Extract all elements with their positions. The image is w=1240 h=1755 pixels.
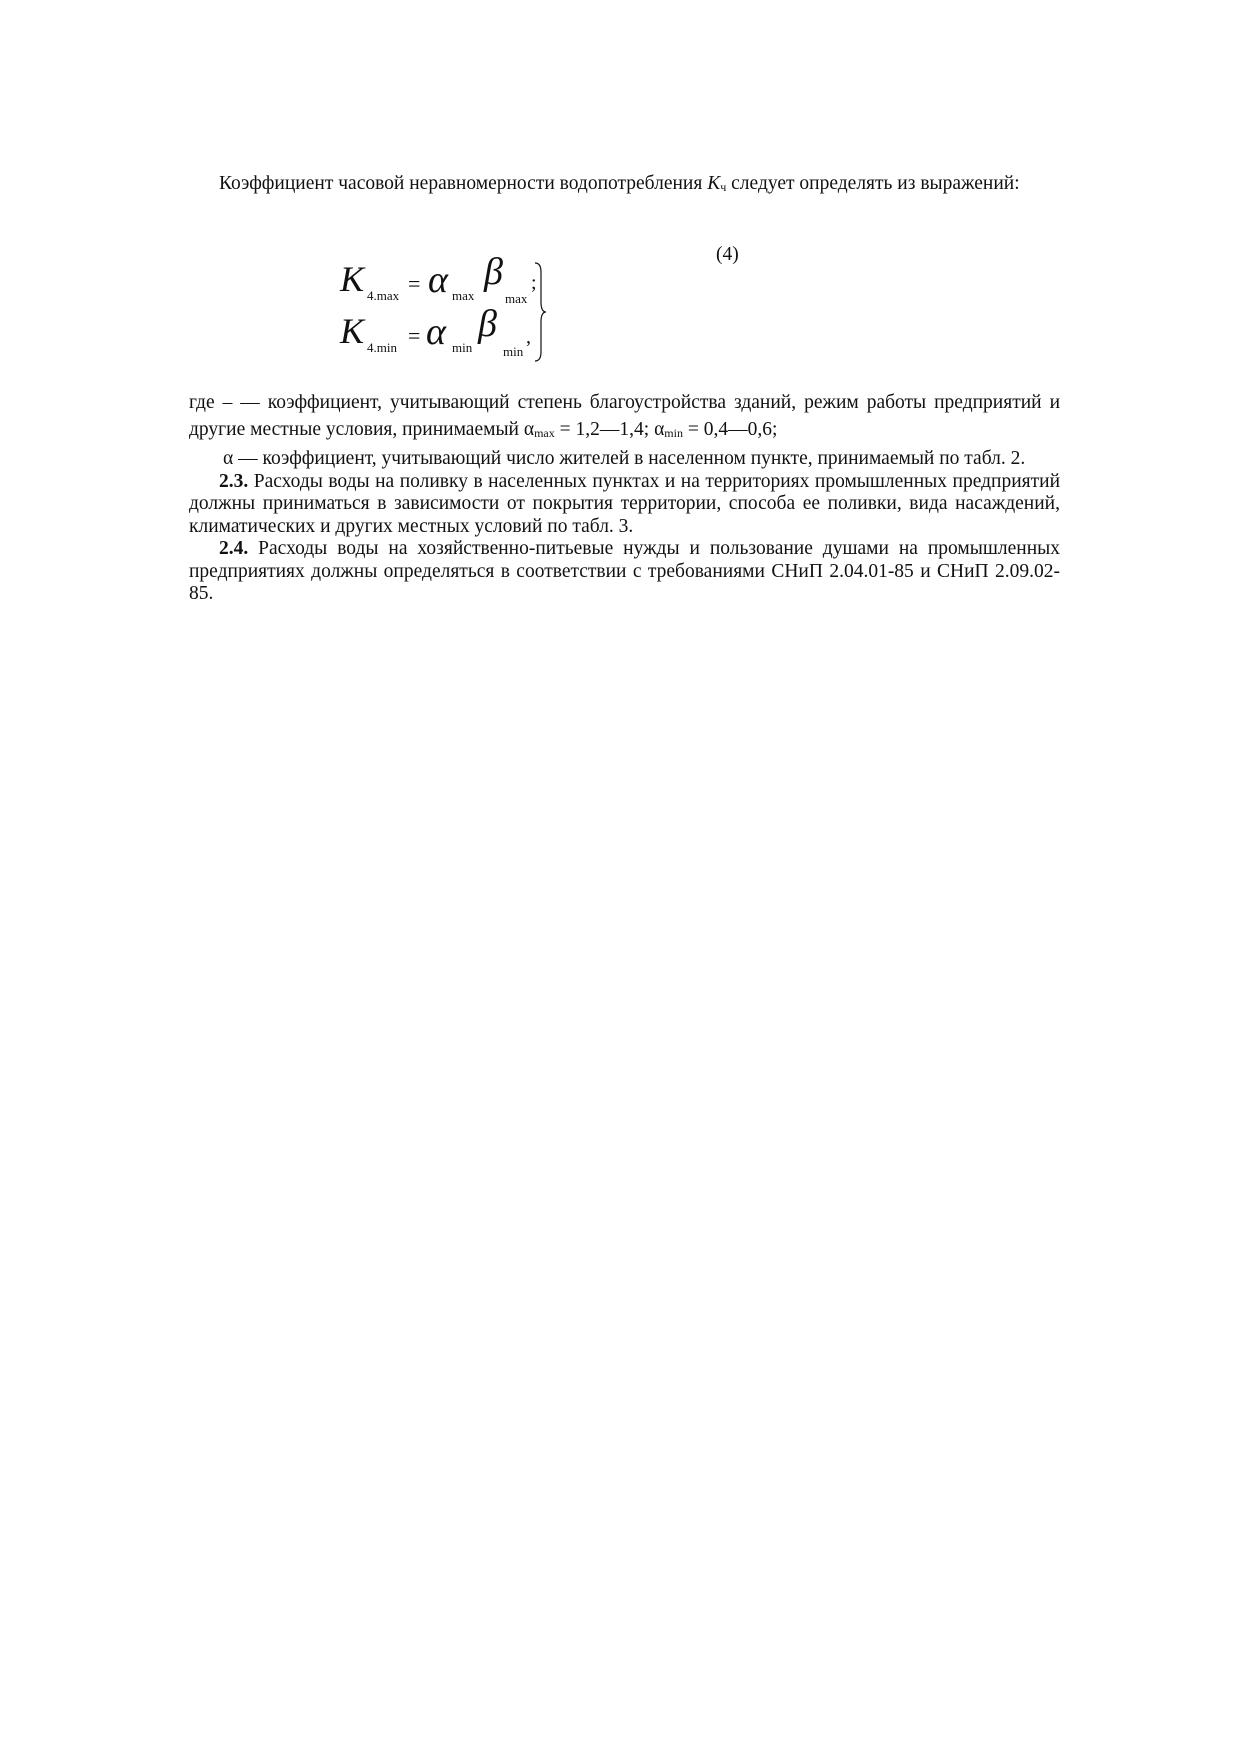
alpha-min-symbol: α	[654, 419, 665, 440]
alpha-symbol: α	[223, 448, 234, 469]
k-symbol	[707, 173, 726, 194]
formula-row1-k-sub: 4.max	[367, 288, 400, 303]
formula-row2-beta: β	[478, 303, 497, 345]
formula-row2-end: ,	[526, 326, 531, 348]
formula-row1-beta: β	[484, 251, 503, 293]
formula-row2-alpha-sub: min	[452, 340, 473, 355]
paragraph-2-4-text: Расходы воды на хозяйственно-питьевые нужды и пользование душами на промышленных предприятиях должны определяться в соответствии с требованиями СНиП 2.04.01-85 и СНиП 2.09.02-85.	[189, 538, 1060, 604]
formula-row1-alpha-sub: max	[452, 288, 475, 303]
alpha-definition	[189, 448, 1060, 471]
paragraph-2-4-number: 2.4.	[219, 538, 249, 559]
formula-row1-end: ;	[531, 272, 537, 294]
intro-text-after: следует определять из выражений:	[726, 173, 1020, 194]
k-subscript: ч	[720, 180, 727, 194]
where-text: где – — коэффициент, учитывающий степень благоустройства зданий, режим работы предприятий и другие местные условия, принимаемый	[189, 392, 1060, 440]
alpha-max-range: = 1,2—1,4;	[554, 419, 655, 440]
intro-block	[189, 173, 1060, 199]
intro-text-before: Коэффициент часовой неравномерности водопотребления	[219, 173, 708, 194]
where-paragraph	[189, 389, 1060, 447]
intro-paragraph	[189, 173, 1060, 199]
formula-row2-k: K	[340, 311, 365, 351]
formula-row1-beta-sub: max	[505, 291, 528, 306]
paragraph-2-3	[189, 471, 1060, 539]
where-block	[189, 389, 1060, 606]
formula-row2-beta-sub: min	[503, 344, 524, 359]
paragraph-2-3-number: 2.3.	[219, 470, 249, 492]
alpha-definition-text: — коэффициент, учитывающий число жителей в населенном пункте, принимаемый по табл. 2.	[233, 448, 1026, 469]
formula-row1-equals: =	[408, 271, 421, 296]
right-brace-icon	[533, 262, 547, 362]
alpha-min-range: = 0,4—0,6;	[682, 419, 778, 440]
paragraph-2-4	[189, 538, 1060, 606]
formula-row1-alpha: α	[428, 259, 448, 301]
formula-row1-k: K	[340, 259, 365, 299]
equation-number: (4)	[716, 244, 739, 265]
formula-row2-k-sub: 4.min	[367, 340, 397, 355]
alpha-max-symbol: α	[523, 419, 535, 440]
formula-row2-alpha: α	[426, 311, 446, 353]
paragraph-2-3-text: Расходы воды на поливку в населенных пунктах и на территориях промышленных предприятий должны приниматься в зависимости от покрытия территории, способа ее поливки, вида насаждений, климатических и других местных условий по табл. 3.	[189, 470, 1060, 537]
k-letter: K	[707, 173, 721, 194]
formula-row2-equals: =	[408, 323, 421, 348]
alpha-min-subscript: min	[664, 426, 683, 440]
alpha-max-subscript: max	[534, 426, 555, 440]
